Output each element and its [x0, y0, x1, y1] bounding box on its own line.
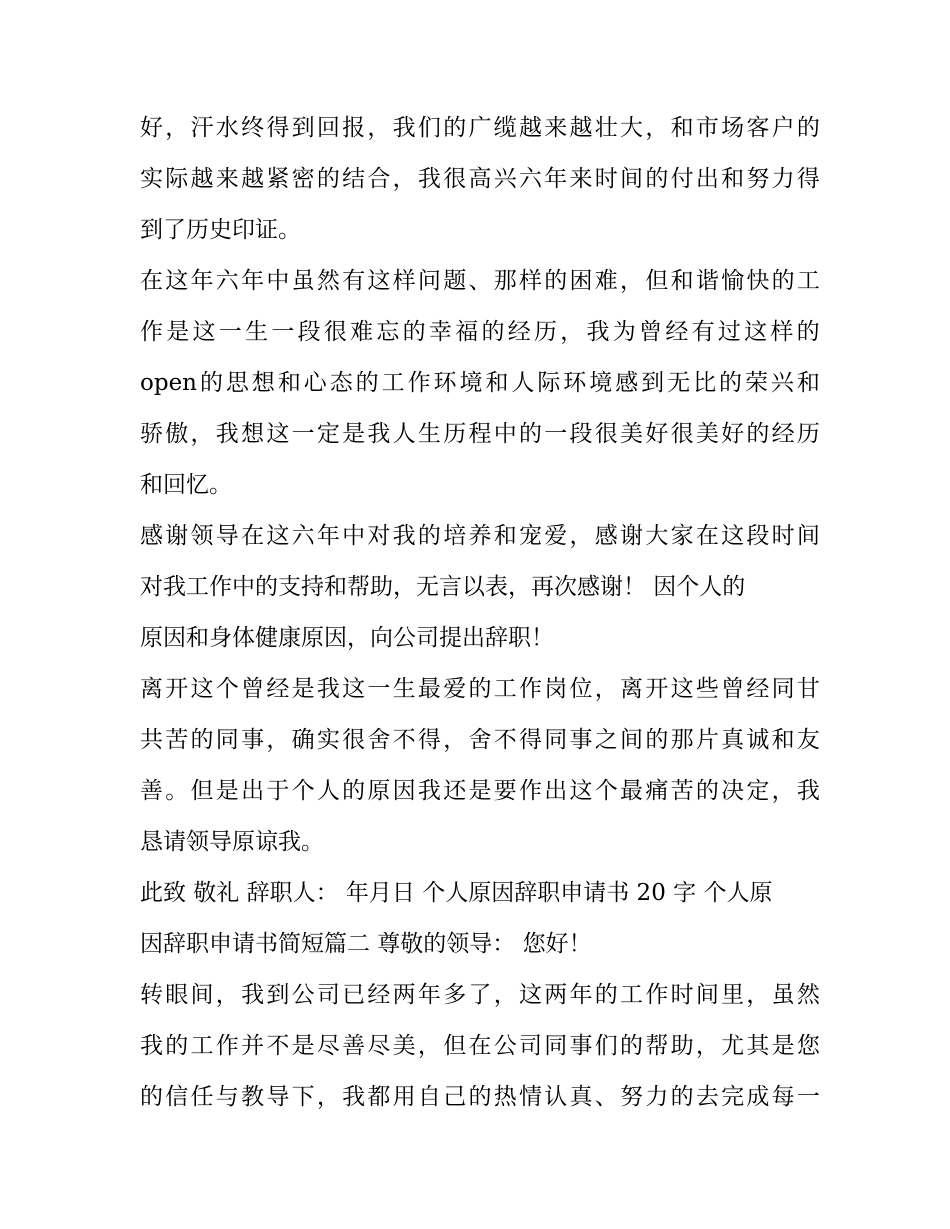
text-line: 在 这 年 六 年 中 虽 然 有 这 样 问 题 、 那 样 的 困 难 ， 但 和 谐 愉 快 的 工 [140, 268, 820, 294]
paragraph [140, 511, 820, 664]
text-line: 对我工作中的支持和帮助，无言以表，再次感谢！ 因个人的 [140, 574, 746, 600]
text-line: 共 苦 的 同 事 ， 确 实 很 舍 不 得 ， 舍 不 得 同 事 之 间 的 那 片 真 诚 和 友 [140, 727, 820, 753]
text-line: 的 信 任 与 教 导 下 ， 我 都 用 自 己 的 热 情 认 真 、 努 力 的 去 完 成 每 一 [140, 1084, 820, 1110]
text-line: 骄 傲 ， 我 想 这 一 定 是 我 人 生 历 程 中 的 一 段 很 美 好 很 美 好 的 经 历 [140, 421, 820, 447]
text-line: 善 。 但 是 出 于 个 人 的 原 因 我 还 是 要 作 出 这 个 最 痛 苦 的 决 定 ， 我 [140, 778, 820, 804]
text-line: 因辞职申请书简短篇二 尊敬的领导： 您好！ [140, 931, 592, 957]
text-line: 我 的 工 作 并 不 是 尽 善 尽 美 ， 但 在 公 司 同 事 们 的 帮 助 ， 尤 其 是 您 [140, 1033, 820, 1059]
text-line: 离 开 这 个 曾 经 是 我 这 一 生 最 爱 的 工 作 岗 位 ， 离 开 这 些 曾 经 同 甘 [140, 676, 820, 702]
paragraph [140, 103, 820, 256]
text-line: 实 际 越 来 越 紧 密 的 结 合 ， 我 很 高 兴 六 年 来 时 间 的 付 出 和 努 力 得 [140, 166, 820, 192]
text-line: 好 ， 汗 水 终 得 到 回 报 ， 我 们 的 广 缆 越 来 越 壮 大 ， 和 市 场 客 户 的 [140, 115, 820, 141]
document-body [140, 103, 820, 1123]
paragraph [140, 664, 820, 868]
paragraph [140, 256, 820, 511]
paragraph [140, 970, 820, 1123]
text-line: 和回忆。 [140, 472, 232, 498]
text-line: 感 谢 领 导 在 这 六 年 中 对 我 的 培 养 和 宠 爱 ， 感 谢 大 家 在 这 段 时 间 [140, 523, 820, 549]
paragraph [140, 868, 820, 970]
text-line: 此致 敬礼 辞职人： 年月日 个人原因辞职申请书 20 字 个人原 [140, 880, 773, 906]
text-line: 原因和身体健康原因，向公司提出辞职！ [140, 625, 554, 651]
text-line: 恳请领导原谅我。 [140, 829, 324, 855]
text-line: 作 是 这 一 生 一 段 很 难 忘 的 幸 福 的 经 历 ， 我 为 曾 经 有 过 这 样 的 [140, 319, 820, 345]
text-line: 到了历史印证。 [140, 217, 301, 243]
text-line: open 的 思 想 和 心 态 的 工 作 环 境 和 人 际 环 境 感 到 无 比 的 荣 兴 和 [140, 370, 820, 396]
text-line: 转 眼 间 ， 我 到 公 司 已 经 两 年 多 了 ， 这 两 年 的 工 作 时 间 里 ， 虽 然 [140, 982, 820, 1008]
